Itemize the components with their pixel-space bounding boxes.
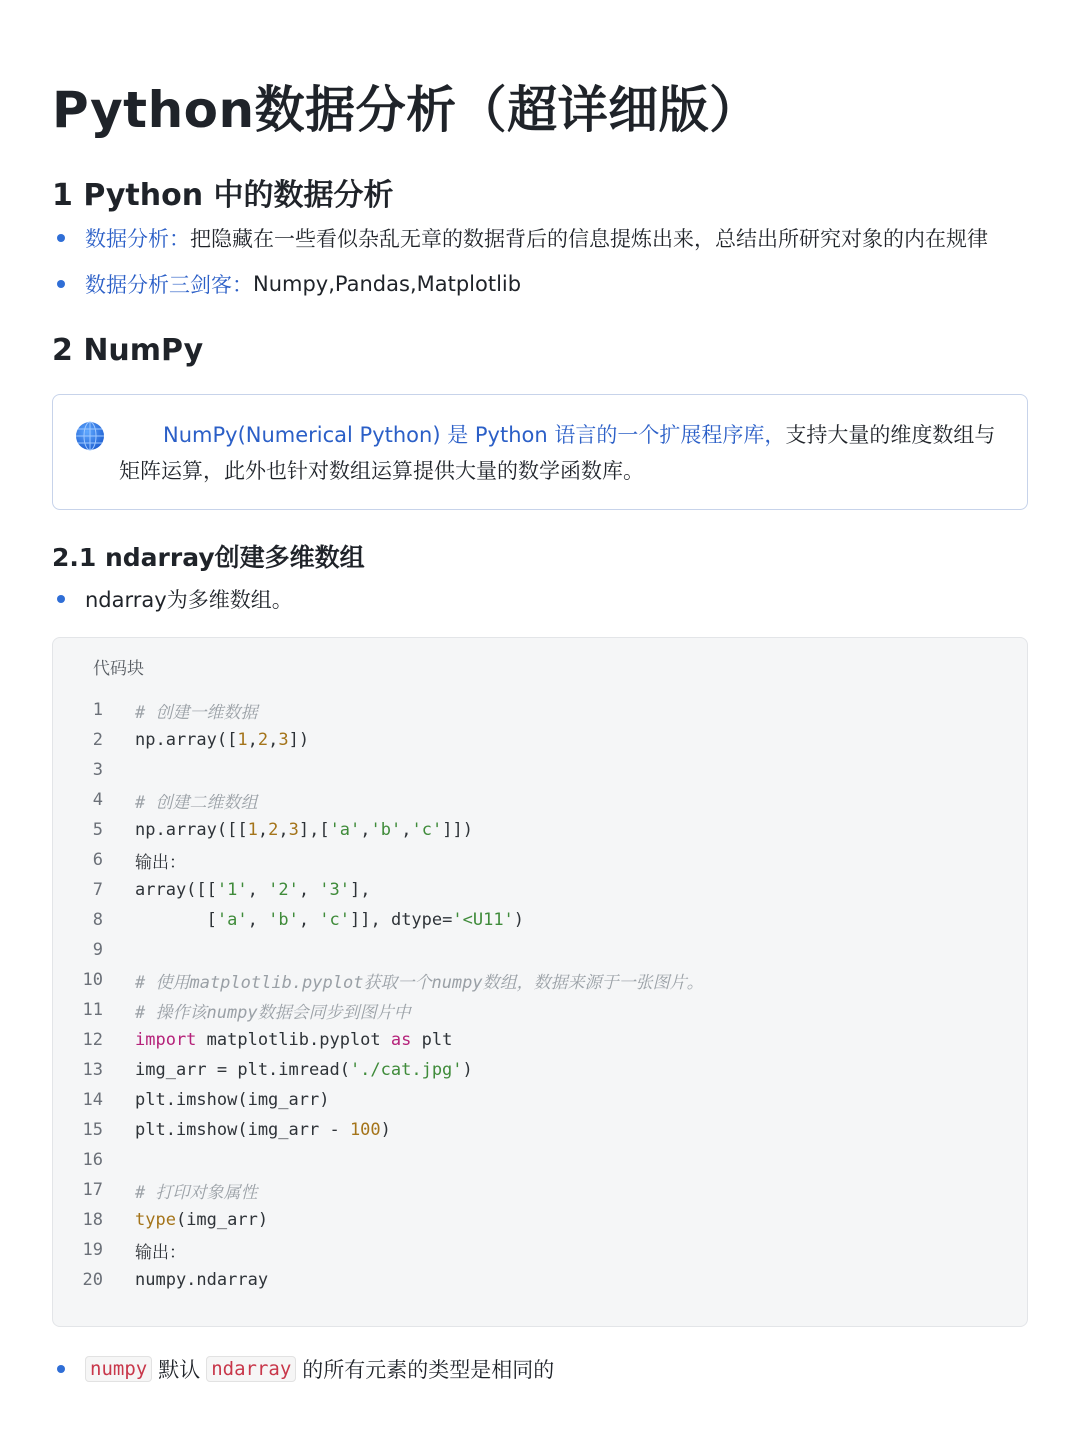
callout-text-line-2: 矩阵运算，此外也针对数组运算提供大量的数学函数库。 — [119, 459, 644, 483]
callout-text-line-1 — [163, 419, 995, 449]
code-token: ) — [380, 1120, 391, 1140]
inline-code-numpy: numpy — [85, 1356, 152, 1382]
code-token: 'b' — [370, 820, 402, 840]
bullet-dot — [57, 280, 65, 288]
code-token: , — [401, 820, 412, 840]
code-line — [53, 1175, 1027, 1205]
bullet-term: 数据分析： — [85, 227, 190, 251]
line-number: 13 — [82, 1060, 103, 1080]
code-token: , — [268, 730, 279, 750]
code-block-title: 代码块 — [93, 659, 144, 679]
code-token: , — [298, 910, 320, 930]
code-token: 输出： — [135, 1242, 186, 1263]
code-text — [135, 1178, 257, 1203]
code-token: , — [247, 910, 269, 930]
line-number: 19 — [82, 1240, 103, 1260]
info-callout — [52, 394, 1028, 510]
list-item — [52, 582, 293, 616]
code-token: 3 — [278, 730, 289, 750]
code-token: '2' — [268, 880, 299, 900]
line-number: 14 — [82, 1090, 103, 1110]
code-token: ) — [513, 910, 525, 930]
bullet-text: 的所有元素的类型是相同的 — [302, 1358, 555, 1382]
code-token: array([[ — [135, 880, 217, 900]
code-token: # 创建一维数据 — [135, 702, 258, 723]
line-number: 11 — [82, 1000, 103, 1020]
code-token: plt — [411, 1030, 453, 1050]
code-token: 100 — [349, 1120, 381, 1140]
callout-highlight: NumPy(Numerical Python) 是 Python 语言的一个扩展程序库， — [163, 423, 786, 447]
code-token: , — [247, 880, 269, 900]
code-line — [53, 965, 1027, 995]
code-line — [53, 1145, 1027, 1175]
code-token: np.array([[ — [135, 820, 248, 840]
code-token: ) — [462, 1060, 473, 1080]
code-token: , — [257, 820, 269, 840]
code-line — [53, 785, 1027, 815]
code-token: import — [135, 1030, 197, 1050]
code-token: , — [298, 880, 320, 900]
line-number: 9 — [92, 940, 103, 960]
line-number: 15 — [82, 1120, 103, 1140]
bullet-dot — [57, 234, 65, 242]
callout-text: 支持大量的维度数组与 — [785, 423, 996, 447]
code-text — [135, 820, 473, 840]
code-token: ]) — [288, 730, 310, 750]
code-token: , — [278, 820, 289, 840]
code-text — [135, 730, 309, 750]
code-line — [53, 875, 1027, 905]
code-token: ]]) — [442, 820, 473, 840]
line-number: 20 — [82, 1270, 103, 1290]
code-text — [135, 1060, 473, 1080]
code-token: # 使用matplotlib.pyplot获取一个numpy数组，数据来源于一张图片。 — [135, 972, 704, 993]
code-lines — [53, 695, 1027, 1295]
code-line — [53, 1085, 1027, 1115]
line-number: 3 — [92, 760, 103, 780]
subsection-heading: 2.1 ndarray创建多维数组 — [52, 543, 365, 572]
code-token: 'c' — [411, 820, 443, 840]
code-token: np.array([ — [135, 730, 238, 750]
section-heading-2: 2 NumPy — [52, 333, 204, 368]
code-token: as — [390, 1030, 412, 1050]
code-token: numpy.ndarray — [135, 1270, 269, 1290]
code-text — [135, 1120, 391, 1140]
code-token: 3 — [288, 820, 299, 840]
code-line — [53, 1025, 1027, 1055]
globe-icon — [75, 421, 105, 451]
code-block[interactable] — [52, 637, 1028, 1327]
code-line — [53, 935, 1027, 965]
line-number: 2 — [92, 730, 103, 750]
code-token: 'c' — [319, 910, 351, 930]
inline-code-ndarray: ndarray — [206, 1356, 296, 1382]
code-line — [53, 1235, 1027, 1265]
code-text — [135, 1270, 268, 1290]
bullet-text: ndarray为多维数组。 — [85, 588, 293, 612]
bullet-dot — [57, 595, 65, 603]
line-number: 16 — [82, 1150, 103, 1170]
code-token: ], — [350, 880, 371, 900]
line-number: 8 — [92, 910, 103, 930]
code-text — [135, 788, 257, 813]
code-line — [53, 755, 1027, 785]
line-number: 6 — [92, 850, 103, 870]
code-line — [53, 1115, 1027, 1145]
code-line — [53, 695, 1027, 725]
list-item — [52, 1352, 554, 1386]
code-token: ],[ — [298, 820, 330, 840]
list-item — [52, 221, 988, 255]
code-token: # 创建二维数组 — [135, 792, 258, 813]
code-text — [135, 1238, 186, 1263]
code-text — [135, 1210, 268, 1230]
bullet-text: 把隐藏在一些看似杂乱无章的数据背后的信息提炼出来，总结出所研究对象的内在规律 — [190, 227, 988, 251]
code-token: img_arr = plt.imread( — [135, 1060, 350, 1080]
code-token: type — [135, 1210, 176, 1230]
code-token: plt.imshow(img_arr) — [135, 1090, 330, 1110]
code-token: (img_arr) — [175, 1210, 269, 1230]
section-heading-1: 1 Python 中的数据分析 — [52, 178, 394, 213]
code-token: '3' — [319, 880, 351, 900]
line-number: 10 — [82, 970, 103, 990]
line-number: 18 — [82, 1210, 103, 1230]
line-number: 1 — [92, 700, 103, 720]
code-text — [135, 880, 371, 900]
line-number: 5 — [92, 820, 103, 840]
code-line — [53, 1055, 1027, 1085]
code-line — [53, 995, 1027, 1025]
list-item — [52, 267, 521, 301]
code-token: matplotlib.pyplot — [196, 1030, 391, 1050]
code-token: 'a' — [216, 910, 248, 930]
line-number: 4 — [92, 790, 103, 810]
line-number: 17 — [82, 1180, 103, 1200]
code-text — [135, 698, 257, 723]
page-title: Python数据分析（超详细版） — [52, 81, 760, 139]
code-token: 2 — [268, 820, 279, 840]
code-token: '1' — [216, 880, 248, 900]
code-text — [135, 998, 411, 1023]
code-line — [53, 815, 1027, 845]
code-text — [135, 910, 524, 930]
code-text — [135, 848, 186, 873]
code-token: 1 — [247, 820, 258, 840]
code-token: # 操作该numpy数据会同步到图片中 — [135, 1002, 411, 1023]
bullet-text: Numpy,Pandas,Matplotlib — [253, 272, 522, 296]
code-token: , — [360, 820, 371, 840]
code-token: 1 — [237, 730, 248, 750]
code-token: , — [247, 730, 258, 750]
code-token: 输出： — [135, 852, 186, 873]
code-token: 'a' — [329, 820, 361, 840]
code-text — [135, 1090, 329, 1110]
bullet-text: 默认 — [158, 1358, 201, 1382]
line-number: 12 — [82, 1030, 103, 1050]
code-line — [53, 845, 1027, 875]
code-token: [ — [135, 910, 217, 930]
code-line — [53, 725, 1027, 755]
bullet-dot — [57, 1365, 65, 1373]
code-token: 'b' — [268, 910, 299, 930]
code-token: ]], dtype= — [350, 910, 453, 930]
code-token: 2 — [257, 730, 269, 750]
code-token: plt.imshow(img_arr - — [135, 1120, 350, 1140]
bullet-term: 数据分析三剑客： — [85, 273, 253, 297]
code-line — [53, 905, 1027, 935]
code-text — [135, 1030, 452, 1050]
code-line — [53, 1265, 1027, 1295]
code-token: './cat.jpg' — [349, 1060, 463, 1080]
code-token: '<U11' — [452, 910, 514, 930]
code-line — [53, 1205, 1027, 1235]
code-token: # 打印对象属性 — [135, 1182, 258, 1203]
code-text — [135, 968, 704, 993]
line-number: 7 — [92, 880, 103, 900]
